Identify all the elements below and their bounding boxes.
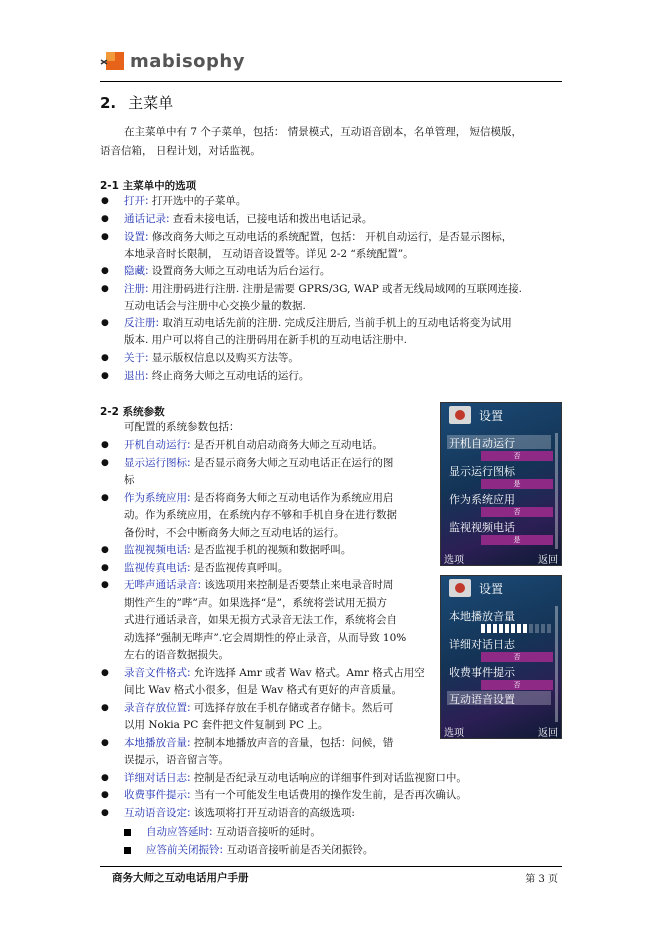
volume-segment [547, 624, 551, 633]
option-desc: 动选择”强制无哔声”.它会周期性的停止录音，从而导致 10% [124, 631, 407, 644]
phone-header [441, 403, 561, 427]
list-item-text [124, 700, 436, 735]
option-desc: 以用 Nokia PC 套件把文件复制到 PC 上。 [124, 719, 329, 731]
volume-segment [541, 624, 545, 633]
header-rule [100, 81, 562, 82]
bullet-icon: ● [101, 440, 109, 450]
option-term: 监视视频电话: [124, 544, 191, 556]
option-desc: 互动语音接听的延时。 [212, 826, 321, 838]
volume-segment [523, 624, 527, 633]
setting-label[interactable]: 收费事件提示 [449, 666, 515, 679]
setting-label[interactable]: 监视视频电话 [449, 521, 515, 534]
footer-rule [100, 866, 562, 867]
list-item-text [124, 490, 436, 543]
bullet-icon: ● [101, 266, 109, 276]
option-desc: 是否开机自动启动商务大师之互动电话。 [190, 439, 383, 451]
options-softkey[interactable]: 选项 [444, 555, 464, 566]
setting-label[interactable]: 详细对话日志 [449, 638, 515, 651]
list-item-text [124, 229, 570, 263]
bullet-icon: ● [101, 214, 109, 224]
footer-title: 商务大师之互动电话用户手册 [112, 872, 249, 884]
option-desc: 查看未接电话，已接电话和拨出电话记录。 [169, 213, 373, 225]
options-softkey[interactable]: 选项 [444, 728, 464, 739]
setting-value: 否 [481, 451, 553, 461]
option-desc: 是否显示商务大师之互动电话正在运行的图 [190, 456, 394, 469]
settings-app-icon [449, 579, 471, 597]
volume-segment [529, 624, 533, 633]
option-desc: 标 [124, 474, 135, 486]
setting-value: 是 [481, 535, 553, 545]
list-item-text [124, 560, 436, 578]
option-term: 打开: [124, 195, 149, 207]
square-bullet-icon [124, 829, 131, 836]
option-desc: 间比 Wav 格式小很多，但是 Wav 格式有更好的声音质量。 [124, 684, 402, 696]
list-item-text [124, 455, 436, 490]
bullet-icon: ● [101, 737, 109, 748]
bullet-icon: ● [101, 232, 109, 242]
option-term: 关于: [124, 352, 149, 364]
option-term: 作为系统应用: [124, 491, 191, 504]
volume-segment [517, 624, 521, 633]
list-item-text [124, 437, 436, 455]
bullet-icon: ● [101, 790, 109, 800]
option-desc-cont: 本地录音时长限制， 互动语音设置等。详见 2-2 “系统配置”。 [124, 248, 414, 260]
option-desc: 该选项将打开互动语音的高级选项: [190, 806, 355, 819]
mobisophy-logo-icon [100, 50, 126, 72]
option-term: 监视传真电话: [124, 561, 191, 574]
option-desc: 可选择存放在手机存储或者存储卡。然后可 [190, 701, 394, 714]
option-desc: 误提示，语音留言等。 [124, 754, 229, 766]
bullet-icon: ● [101, 545, 109, 555]
setting-value: 否 [481, 507, 553, 517]
setting-label[interactable]: 作为系统应用 [449, 493, 515, 506]
volume-level-bar[interactable] [481, 624, 553, 633]
option-desc: 式进行通话录音，如果无损方式录音无法工作，系统将会自 [124, 614, 397, 626]
option-term: 通话记录: [124, 213, 170, 225]
bullet-icon: ● [101, 702, 109, 713]
list-item-text [124, 542, 436, 560]
option-term: 录音存放位置: [124, 701, 191, 714]
option-desc: 用注册码进行注册. 注册是需要 GPRS/3G, WAP 或者无线局域网的互联网连接. [148, 283, 522, 295]
option-term: 本地播放音量: [124, 736, 191, 749]
option-term: 显示运行图标: [124, 456, 191, 469]
page-number: 第 3 页 [525, 874, 558, 885]
option-desc: 显示版权信息以及购买方法等。 [148, 352, 299, 364]
bullet-icon: ● [101, 562, 109, 573]
option-term: 隐藏: [124, 265, 149, 277]
option-desc: 备份时，不会中断商务大师之互动电话的运行。 [124, 526, 345, 539]
phone-screen-settings-2 [440, 575, 562, 739]
option-desc: 修改商务大师之互动电话的系统配置，包括： 开机自动运行，是否显示图标， [148, 231, 513, 243]
option-desc: 是否监视手机的视频和数据呼叫。 [190, 544, 352, 556]
option-desc-cont: 互动电话会与注册中心交换少量的数据. [124, 300, 306, 312]
volume-segment [535, 624, 539, 633]
settings-app-icon [449, 406, 471, 424]
option-desc-cont: 版本. 用户可以将自己的注册码用在新手机的互动电话注册中. [124, 334, 408, 346]
logo-text: mabisophy [130, 50, 245, 72]
volume-segment [493, 624, 497, 633]
subsection-heading-2-1: 2-1 主菜单中的选项 [100, 180, 197, 192]
option-term: 开机自动运行: [124, 439, 191, 451]
intro-paragraph-cont: 语音信箱， 日程计划，对话监视。 [100, 145, 261, 157]
option-term: 自动应答延时: [146, 826, 213, 838]
option-term: 反注册: [124, 317, 160, 329]
bullet-icon: ● [101, 318, 109, 328]
option-desc: 该选项用来控制是否要禁止来电录音时周 [201, 579, 394, 591]
option-desc: 是否将商务大师之互动电话作为系统应用启 [190, 491, 394, 504]
list-item-text [124, 281, 570, 315]
list-item-text [124, 665, 436, 700]
list-item-text [124, 315, 570, 349]
setting-value: 否 [481, 652, 553, 662]
list-item-text [124, 350, 570, 367]
option-term: 详细对话日志: [124, 771, 191, 784]
volume-segment [481, 624, 485, 633]
option-term: 互动语音设定: [124, 806, 191, 819]
volume-segment [487, 624, 491, 633]
list-item-text [124, 577, 436, 665]
scrollbar[interactable] [555, 606, 558, 722]
list-item-text [124, 368, 570, 385]
list-item-text [124, 263, 570, 280]
setting-label[interactable]: 本地播放音量 [449, 610, 515, 623]
option-desc: 动。作为系统应用，在系统内存不够和手机自身在进行数据 [124, 509, 397, 521]
bullet-icon: ● [101, 196, 109, 206]
setting-value: 是 [481, 479, 553, 489]
list-item-text [124, 805, 564, 823]
option-desc: 当有一个可能发生电话费用的操作发生前，是否再次确认。 [190, 789, 467, 801]
volume-segment [505, 624, 509, 633]
setting-label[interactable]: 互动语音设置 [449, 693, 515, 706]
bullet-icon: ● [101, 667, 109, 678]
phone-header [441, 576, 561, 600]
section-title: 主菜单 [128, 94, 174, 112]
option-term: 无哔声通话录音: [124, 579, 202, 591]
list-item-text [124, 787, 564, 805]
option-term: 应答前关闭振铃: [146, 844, 224, 856]
back-softkey[interactable]: 返回 [538, 555, 558, 566]
system-params-intro: 可配置的系统参数包括： [124, 421, 240, 433]
option-term: 收费事件提示: [124, 789, 191, 801]
option-desc: 允许选择 Amr 或者 Wav 格式。Amr 格式占用空 [190, 666, 425, 679]
square-bullet-icon [124, 847, 131, 854]
phone-title: 设置 [479, 582, 504, 596]
scrollbar[interactable] [555, 433, 558, 549]
option-term: 录音文件格式: [124, 666, 191, 679]
option-term: 设置: [124, 231, 149, 243]
back-softkey[interactable]: 返回 [538, 728, 558, 739]
bullet-icon: ● [101, 807, 109, 818]
option-desc: 打开选中的子菜单。 [148, 195, 247, 207]
logo [100, 48, 245, 74]
option-desc: 设置商务大师之互动电话为后台运行。 [148, 265, 331, 277]
list-item-text [124, 770, 564, 788]
list-item-text [124, 735, 436, 770]
option-desc: 取消互动电话先前的注册. 完成反注册后, 当前手机上的互动电话将变为试用 [159, 317, 512, 329]
option-desc: 终止商务大师之互动电话的运行。 [148, 370, 310, 382]
option-desc: 左右的语音数据损失。 [124, 649, 229, 661]
phone-title: 设置 [479, 409, 504, 423]
list-item-text [146, 824, 546, 841]
bullet-icon: ● [101, 580, 109, 590]
option-term: 退出: [124, 370, 149, 382]
list-item-text [124, 193, 570, 210]
volume-segment [511, 624, 515, 633]
bullet-icon: ● [101, 284, 109, 294]
option-desc: 控制本地播放声音的音量，包括：问候，错 [190, 736, 394, 749]
list-item-text [124, 211, 570, 228]
bullet-icon: ● [101, 492, 109, 503]
bullet-icon: ● [101, 772, 109, 783]
option-desc: 是否监视传真呼叫。 [190, 561, 289, 574]
option-term: 注册: [124, 283, 149, 295]
list-item-text [146, 842, 546, 859]
bullet-icon: ● [101, 371, 109, 381]
phone-screen-settings-1 [440, 402, 562, 566]
section-number: 2. [100, 94, 117, 112]
option-desc: 互动语音接听前是否关闭振铃。 [223, 844, 374, 856]
bullet-icon: ● [101, 353, 109, 363]
setting-label[interactable]: 显示运行图标 [449, 465, 515, 478]
setting-label[interactable]: 开机自动运行 [449, 437, 515, 450]
subsection-heading-2-2: 2-2 系统参数 [100, 406, 165, 418]
option-desc: 控制是否纪录互动电话响应的详细事件到对话监视窗口中。 [190, 771, 467, 784]
section-heading [100, 92, 173, 113]
option-desc: 期性产生的”哔”声。如果选择“是”，系统将尝试用无损方 [124, 596, 387, 609]
intro-paragraph: 在主菜单中有 7 个子菜单，包括： 情景模式，互动语音剧本，名单管理， 短信模版， [124, 126, 523, 138]
setting-value: 否 [481, 680, 553, 690]
volume-segment [499, 624, 503, 633]
bullet-icon: ● [101, 457, 109, 468]
